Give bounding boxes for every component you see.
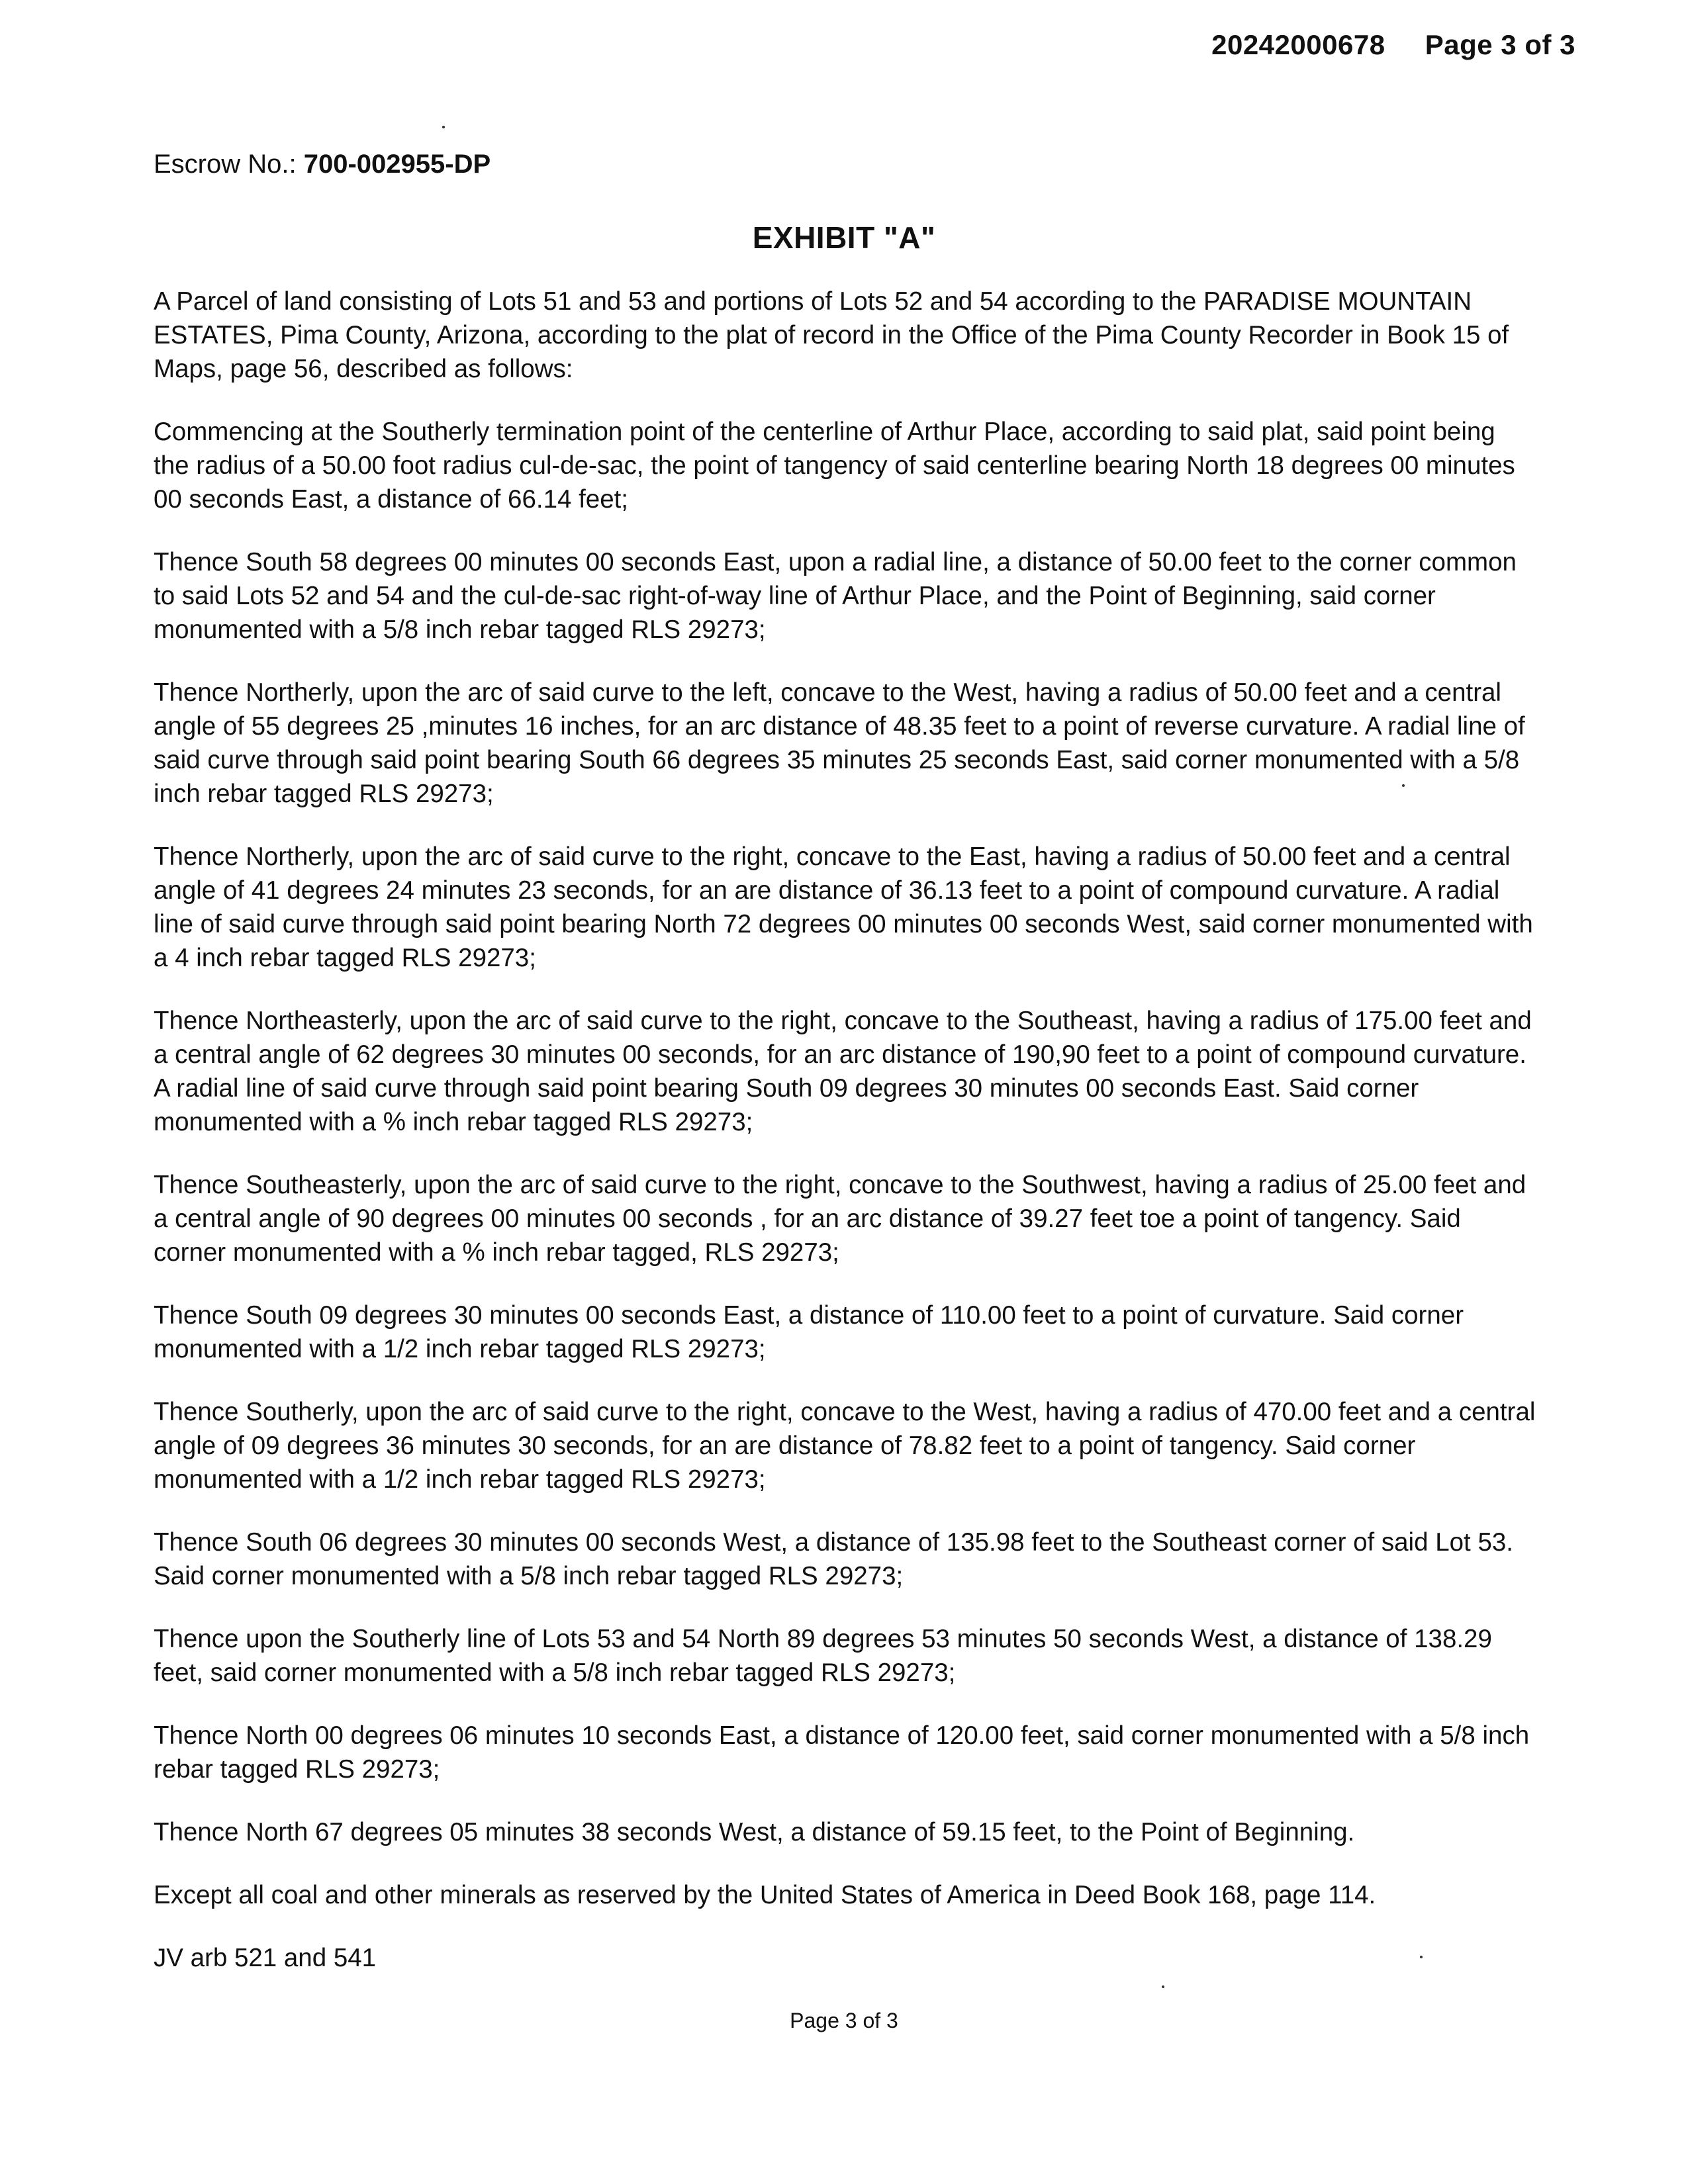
paragraph-course-4: Thence Northeasterly, upon the arc of said curve to the right, concave to the Southeast, having a radius of 175.00 feet and a central angle of 62 degrees 30 minutes 00 seconds, for an arc distance of 190,90 feet to a point of compound curvature. A radial line of said curve through said point bearing South 09 degrees 30 minutes 00 seconds East. Said corner monumented with a % inch rebar tagged RLS 29273; <box>154 1007 1532 1136</box>
paragraph-course-5: Thence Southeasterly, upon the arc of said curve to the right, concave to the Southwest, having a radius of 25.00 feet and a central angle of 90 degrees 00 minutes 00 seconds , for an arc distance of 39.27 feet toe a point of tangency. Said corner monumented with a % inch rebar tagged, RLS 29273; <box>154 1171 1526 1267</box>
escrow-label: Escrow No.: <box>154 150 297 179</box>
paragraph-course-7: Thence Southerly, upon the arc of said curve to the right, concave to the West, having a radius of 470.00 feet and a central angle of 09 degrees 36 minutes 30 seconds, for an are distance of 78.82 feet to a point of tangency. Said corner monumented with a 1/2 inch rebar tagged RLS 29273; <box>154 1398 1536 1494</box>
paragraph-course-3: Thence Northerly, upon the arc of said curve to the right, concave to the East, having a radius of 50.00 feet and a central angle of 41 degrees 24 minutes 23 seconds, for an are distance of 36.13 feet to a point of compound curvature. A radial line of said curve through said point bearing North 72 degrees 00 minutes 00 seconds West, said corner monumented with a 4 inch rebar tagged RLS 29273; <box>154 842 1533 972</box>
paragraph-course-10: Thence North 00 degrees 06 minutes 10 seconds East, a distance of 120.00 feet, said corner monumented with a 5/8 inch rebar tagged RLS 29273; <box>154 1721 1530 1784</box>
document-header <box>1211 29 1575 61</box>
escrow-number: 700-002955-DP <box>303 150 491 179</box>
paragraph-course-6: Thence South 09 degrees 30 minutes 00 seconds East, a distance of 110.00 feet to a point of curvature. Said corner monumented with a 1/2 inch rebar tagged RLS 29273; <box>154 1301 1464 1363</box>
page-footer: Page 3 of 3 <box>790 2009 898 2032</box>
paragraph-commencing: Commencing at the Southerly termination point of the centerline of Arthur Place, according to said plat, said point being the radius of a 50.00 foot radius cul-de-sac, the point of tangency of said centerline bearing North 18 degrees 00 minutes 00 seconds East, a distance of 66.14 feet; <box>154 418 1515 514</box>
paragraph-course-1: Thence South 58 degrees 00 minutes 00 seconds East, upon a radial line, a distance of 50.00 feet to the corner common to said Lots 52 and 54 and the cul-de-sac right-of-way line of Arthur Place, and the Point of Beginning, said corner monumented with a 5/8 inch rebar tagged RLS 29273; <box>154 548 1517 644</box>
escrow-line <box>154 150 491 179</box>
paragraph-course-9: Thence upon the Southerly line of Lots 53 and 54 North 89 degrees 53 minutes 50 seconds West, a distance of 138.29 feet, said corner monumented with a 5/8 inch rebar tagged RLS 29273; <box>154 1625 1492 1687</box>
paragraph-intro: A Parcel of land consisting of Lots 51 and 53 and portions of Lots 52 and 54 according to the PARADISE MOUNTAIN ESTATES, Pima County, Arizona, according to the plat of record in the Office of the Pima County Recorder in Book 15 of Maps, page 56, described as follows: <box>154 287 1509 383</box>
legal-description <box>154 285 1537 2004</box>
header-page-label: Page 3 of 3 <box>1425 29 1575 60</box>
paragraph-course-8: Thence South 06 degrees 30 minutes 00 seconds West, a distance of 135.98 feet to the Southeast corner of said Lot 53. Said corner monumented with a 5/8 inch rebar tagged RLS 29273; <box>154 1528 1513 1590</box>
paragraph-exception: Except all coal and other minerals as reserved by the United States of America in Deed Book 168, page 114. <box>154 1881 1376 1909</box>
paragraph-course-11: Thence North 67 degrees 05 minutes 38 seconds West, a distance of 59.15 feet, to the Point of Beginning. <box>154 1818 1355 1846</box>
scan-speck <box>1162 1985 1164 1988</box>
scan-speck <box>1402 784 1405 787</box>
paragraph-course-2: Thence Northerly, upon the arc of said curve to the left, concave to the West, having a radius of 50.00 feet and a central angle of 55 degrees 25 ,minutes 16 inches, for an arc distance of 48.35 feet to a point of reverse curvature. A radial line of said curve through said point bearing South 66 degrees 35 minutes 25 seconds East, said corner monumented with a 5/8 inch rebar tagged RLS 29273; <box>154 678 1525 808</box>
exhibit-title: EXHIBIT "A" <box>752 220 936 255</box>
document-number: 20242000678 <box>1211 29 1385 60</box>
paragraph-notation: JV arb 521 and 541 <box>154 1944 377 1972</box>
scan-speck <box>1420 1956 1423 1958</box>
scan-speck <box>442 126 445 128</box>
